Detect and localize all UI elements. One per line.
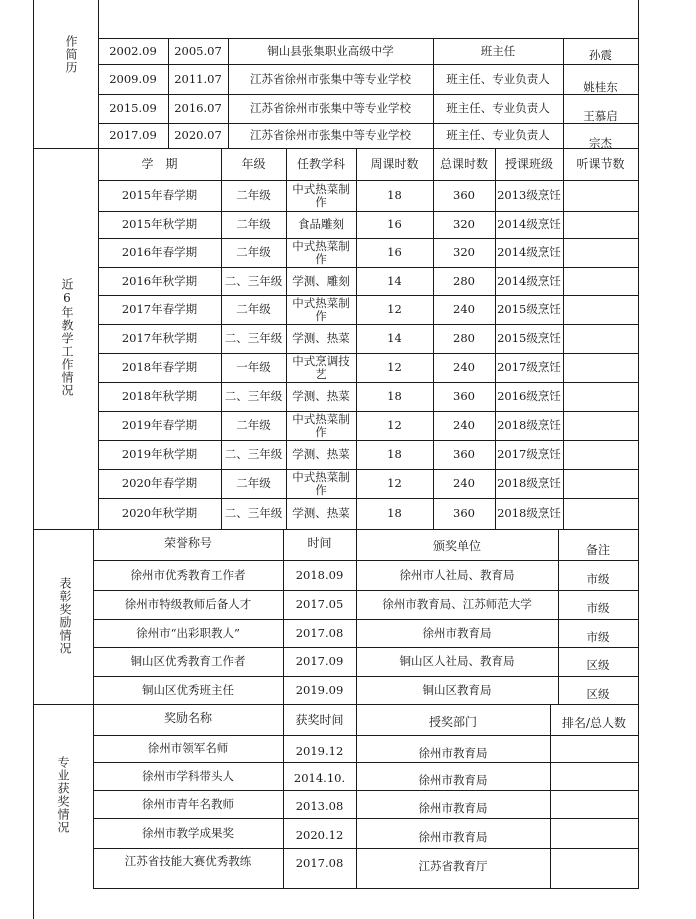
teaching-total-hours: 280	[453, 331, 475, 345]
work-role: 班主任	[480, 43, 516, 58]
honor-title: 铜山区优秀教育工作者	[130, 654, 246, 668]
teaching-class: 2017级烹饪	[497, 360, 561, 374]
teaching-term: 2019年秋学期	[121, 447, 198, 461]
teaching-subject: 中式热菜制作	[292, 238, 350, 266]
award-name: 江苏省技能大赛优秀教练	[124, 853, 252, 868]
teaching-header-grade: 年级	[241, 156, 266, 171]
teaching-term: 2020年春学期	[121, 476, 198, 490]
teaching-class: 2018级烹饪	[497, 418, 561, 432]
teaching-class: 2014级烹饪	[497, 217, 561, 231]
teaching-term: 2016年秋学期	[121, 273, 198, 288]
award-date: 2020.12	[295, 827, 344, 842]
teaching-term: 2016年春学期	[121, 245, 198, 259]
teaching-grade: 二年级	[236, 188, 271, 202]
teaching-grade: 二、三年级	[224, 447, 283, 461]
teaching-grade: 二、三年级	[224, 389, 283, 403]
teaching-weekly-hours: 16	[387, 217, 402, 231]
teaching-grade: 二、三年级	[224, 506, 283, 520]
honor-date: 2018.09	[295, 567, 344, 582]
work-end-date: 2020.07	[174, 128, 222, 142]
award-dept: 徐州市教育局	[418, 746, 488, 760]
teaching-class: 2017级烹饪	[497, 447, 561, 461]
teaching-total-hours: 320	[453, 245, 475, 259]
work-role: 班主任、专业负责人	[446, 101, 550, 115]
honor-date: 2017.05	[295, 597, 344, 611]
teaching-weekly-hours: 14	[387, 331, 402, 345]
honor-note: 市级	[586, 601, 610, 615]
teaching-subject: 学测、热菜	[292, 389, 350, 403]
awards-header-name: 奖励名称	[163, 710, 212, 725]
teaching-subject: 中式热菜制作	[292, 295, 350, 323]
teaching-subject: 食品雕刻	[298, 217, 344, 231]
honors-section-label: 表彰奖励情况	[58, 577, 72, 655]
teaching-header-listen: 听课节数	[576, 156, 625, 171]
teaching-grade: 二年级	[236, 476, 271, 490]
work-unit: 江苏省徐州市张集中等专业学校	[250, 71, 411, 86]
honor-title: 徐州市特级教师后备人才	[124, 597, 252, 611]
outer-left-border	[33, 0, 34, 919]
work-witness: 孙震	[589, 47, 612, 62]
outer-right-border	[638, 0, 639, 888]
teaching-total-hours: 360	[453, 506, 475, 520]
honor-date: 2017.09	[295, 654, 344, 668]
teaching-weekly-hours: 12	[387, 302, 402, 316]
teaching-section-label: 近6年教学工作情况	[60, 277, 74, 397]
teaching-weekly-hours: 12	[387, 476, 402, 490]
award-name: 徐州市教学成果奖	[142, 825, 234, 840]
teaching-weekly-hours: 14	[387, 273, 402, 288]
teaching-header-class: 授课班级	[504, 156, 553, 171]
award-dept: 江苏省教育厅	[418, 858, 488, 873]
teaching-weekly-hours: 18	[387, 447, 402, 461]
teaching-header-total: 总课时数	[439, 156, 488, 171]
work-start-date: 2002.09	[109, 43, 157, 58]
teaching-header-term: 学 期	[141, 156, 178, 171]
teaching-weekly-hours: 12	[387, 360, 402, 374]
awards-section-label: 专业获奖情况	[56, 756, 70, 834]
teaching-grade: 二、三年级	[224, 331, 283, 345]
work-history-section-label: 作简历	[64, 34, 78, 74]
teaching-col-line	[563, 148, 564, 529]
teaching-weekly-hours: 16	[387, 245, 402, 259]
teaching-weekly-hours: 18	[387, 188, 402, 202]
honor-date: 2017.08	[295, 625, 344, 640]
work-role: 班主任、专业负责人	[446, 71, 550, 86]
award-date: 2019.12	[295, 744, 344, 758]
teaching-subject: 学测、热菜	[292, 506, 350, 520]
honor-issuer: 铜山区教育局	[422, 682, 492, 697]
honor-note: 区级	[586, 658, 610, 672]
award-date: 2013.08	[295, 798, 344, 813]
teaching-class: 2015级烹饪	[497, 331, 561, 345]
teaching-total-hours: 360	[453, 389, 475, 403]
award-name: 徐州市领军名师	[147, 741, 229, 755]
teaching-subject: 中式热菜制作	[292, 469, 350, 497]
work-start-date: 2017.09	[109, 128, 157, 142]
teaching-subject: 学测、热菜	[292, 331, 350, 345]
teaching-total-hours: 240	[453, 302, 475, 316]
teaching-class: 2018级烹饪	[497, 476, 561, 490]
teaching-class: 2016级烹饪	[497, 389, 561, 403]
awards-row-line	[93, 888, 639, 889]
teaching-header-subject: 任教学科	[296, 156, 345, 171]
teaching-term: 2017年春学期	[121, 302, 198, 316]
teaching-term: 2020年秋学期	[121, 506, 198, 520]
teaching-subject: 中式热菜制作	[292, 411, 350, 439]
work-end-date: 2011.07	[174, 71, 222, 86]
honors-header-title: 荣誉称号	[163, 535, 212, 550]
award-dept: 徐州市教育局	[418, 829, 488, 844]
teaching-col-line	[286, 148, 287, 529]
teaching-total-hours: 240	[453, 476, 475, 490]
teaching-weekly-hours: 18	[387, 506, 402, 520]
teaching-total-hours: 320	[453, 217, 475, 231]
teaching-grade: 二年级	[236, 217, 271, 231]
teaching-class: 2013级烹饪	[497, 188, 561, 202]
work-start-date: 2015.09	[109, 101, 157, 115]
teaching-subject: 学测、热菜	[292, 447, 350, 461]
work-start-date: 2009.09	[109, 71, 157, 86]
honors-header-note: 备注	[585, 542, 610, 557]
award-date: 2014.10.	[293, 770, 346, 785]
teaching-grade: 一年级	[236, 360, 271, 374]
work-role: 班主任、专业负责人	[446, 128, 550, 142]
teaching-header-weekly: 周课时数	[370, 156, 419, 171]
teaching-grade: 二、三年级	[224, 273, 283, 288]
honors-header-date: 时间	[307, 535, 332, 550]
honor-note: 市级	[586, 629, 610, 644]
work-witness: 姚桂东	[583, 79, 618, 94]
teaching-total-hours: 280	[453, 273, 475, 288]
award-dept: 徐州市教育局	[418, 772, 488, 787]
teaching-subject: 中式烹调技艺	[292, 353, 350, 381]
award-name: 徐州市青年名教师	[142, 796, 234, 811]
teaching-class: 2014级烹饪	[497, 245, 561, 259]
awards-header-dept: 授奖部门	[428, 714, 477, 729]
work-end-date: 2016.07	[174, 101, 222, 115]
awards-header-date: 获奖时间	[295, 712, 344, 727]
teaching-total-hours: 240	[453, 360, 475, 374]
work-unit: 江苏省徐州市张集中等专业学校	[250, 101, 411, 115]
honor-note: 区级	[586, 686, 610, 701]
teaching-term: 2019年春学期	[121, 418, 198, 432]
teaching-term: 2015年春学期	[121, 188, 198, 202]
teaching-class: 2015级烹饪	[497, 302, 561, 316]
work-unit: 江苏省徐州市张集中等专业学校	[250, 128, 411, 142]
work-witness: 王慕启	[583, 109, 618, 123]
teaching-grade: 二年级	[236, 418, 271, 432]
award-name: 徐州市学科带头人	[142, 768, 234, 783]
teaching-subject: 学测、雕刻	[292, 273, 350, 288]
honor-title: 徐州市优秀教育工作者	[130, 567, 246, 582]
honor-title: 铜山区优秀班主任	[142, 682, 234, 697]
award-date: 2017.08	[295, 855, 344, 870]
teaching-term: 2017年秋学期	[121, 331, 198, 345]
work-end-date: 2005.07	[174, 43, 222, 58]
teaching-total-hours: 360	[453, 188, 475, 202]
teaching-weekly-hours: 12	[387, 418, 402, 432]
honor-issuer: 徐州市教育局	[422, 625, 492, 640]
teaching-grade: 二年级	[236, 245, 271, 259]
teaching-subject: 中式热菜制作	[292, 181, 350, 209]
work-unit: 铜山县张集职业高级中学	[267, 43, 394, 58]
honor-title: 徐州市“出彩职教人”	[136, 625, 240, 640]
honor-issuer: 徐州市教育局、江苏师范大学	[382, 597, 532, 611]
teaching-total-hours: 360	[453, 447, 475, 461]
honor-note: 市级	[586, 571, 610, 586]
teaching-class: 2014级烹饪	[497, 273, 561, 288]
teaching-term: 2018年春学期	[121, 360, 198, 374]
teaching-term: 2015年秋学期	[121, 217, 198, 231]
teaching-class: 2018级烹饪	[497, 506, 561, 520]
awards-header-rank: 排名/总人数	[561, 715, 627, 730]
teaching-term: 2018年秋学期	[121, 389, 198, 403]
work-witness: 宗杰	[589, 136, 612, 150]
teaching-weekly-hours: 18	[387, 389, 402, 403]
teaching-total-hours: 240	[453, 418, 475, 432]
honor-issuer: 徐州市人社局、教育局	[399, 567, 515, 582]
honor-date: 2019.09	[295, 682, 344, 697]
honors-header-issuer: 颁奖单位	[432, 538, 481, 553]
award-dept: 徐州市教育局	[418, 800, 488, 815]
honor-issuer: 铜山区人社局、教育局	[399, 654, 515, 668]
teaching-grade: 二年级	[236, 302, 271, 316]
